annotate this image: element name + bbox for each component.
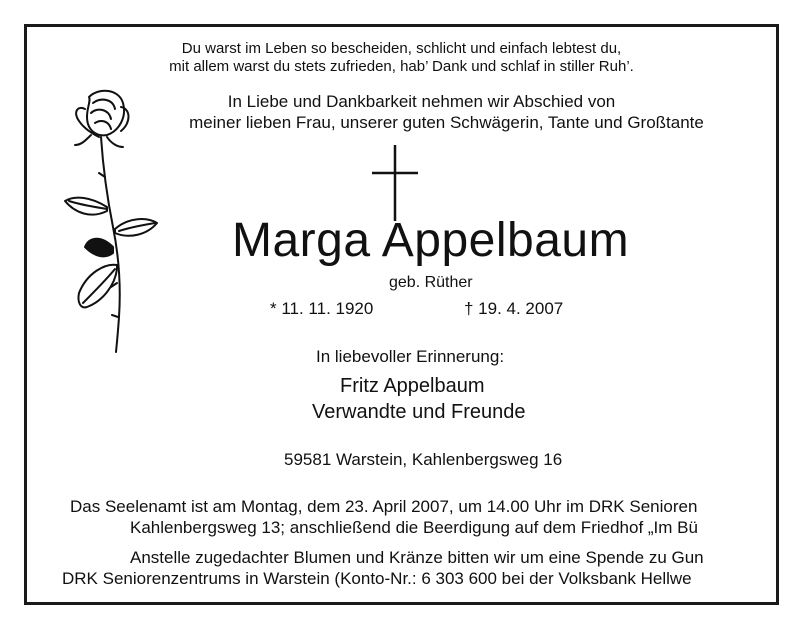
birth-date: * 11. 11. 1920 [270,299,374,318]
service-line-2: Kahlenbergsweg 13; anschließend die Beerdigung auf dem Friedhof „Im Bü [130,518,698,537]
service-line-1: Das Seelenamt ist am Montag, dem 23. April 2007, um 14.00 Uhr im DRK Senioren [70,497,698,516]
address: 59581 Warstein, Kahlenbergsweg 16 [284,450,563,469]
cross-icon [370,145,420,221]
donation-line-1: Anstelle zugedachter Blumen und Kränze bitten wir um eine Spende zu Gun [130,548,704,567]
remembrance-heading: In liebevoller Erinnerung: [316,347,505,366]
poem-line-1: Du warst im Leben so bescheiden, schlicht und einfach lebtest du, [181,40,622,57]
deceased-name: Marga Appelbaum [232,214,630,267]
mourner-name: Fritz Appelbaum [340,375,485,397]
intro-line-1: In Liebe und Dankbarkeit nehmen wir Abschied von [227,92,616,111]
death-date: † 19. 4. 2007 [464,299,564,318]
intro-line-2: meiner lieben Frau, unserer guten Schwägerin, Tante und Großtante [189,113,704,132]
right-margin [756,27,776,602]
obituary-notice [24,24,779,605]
donation-line-2: DRK Seniorenzentrums in Warstein (Konto-Nr.: 6 303 600 bei der Volksbank Hellwe [62,569,692,588]
mourner-relatives: Verwandte und Freunde [312,401,526,423]
birth-name: geb. Rüther [389,274,473,291]
poem-line-2: mit allem warst du stets zufrieden, hab’ Dank und schlaf in stiller Ruh’. [169,58,634,75]
